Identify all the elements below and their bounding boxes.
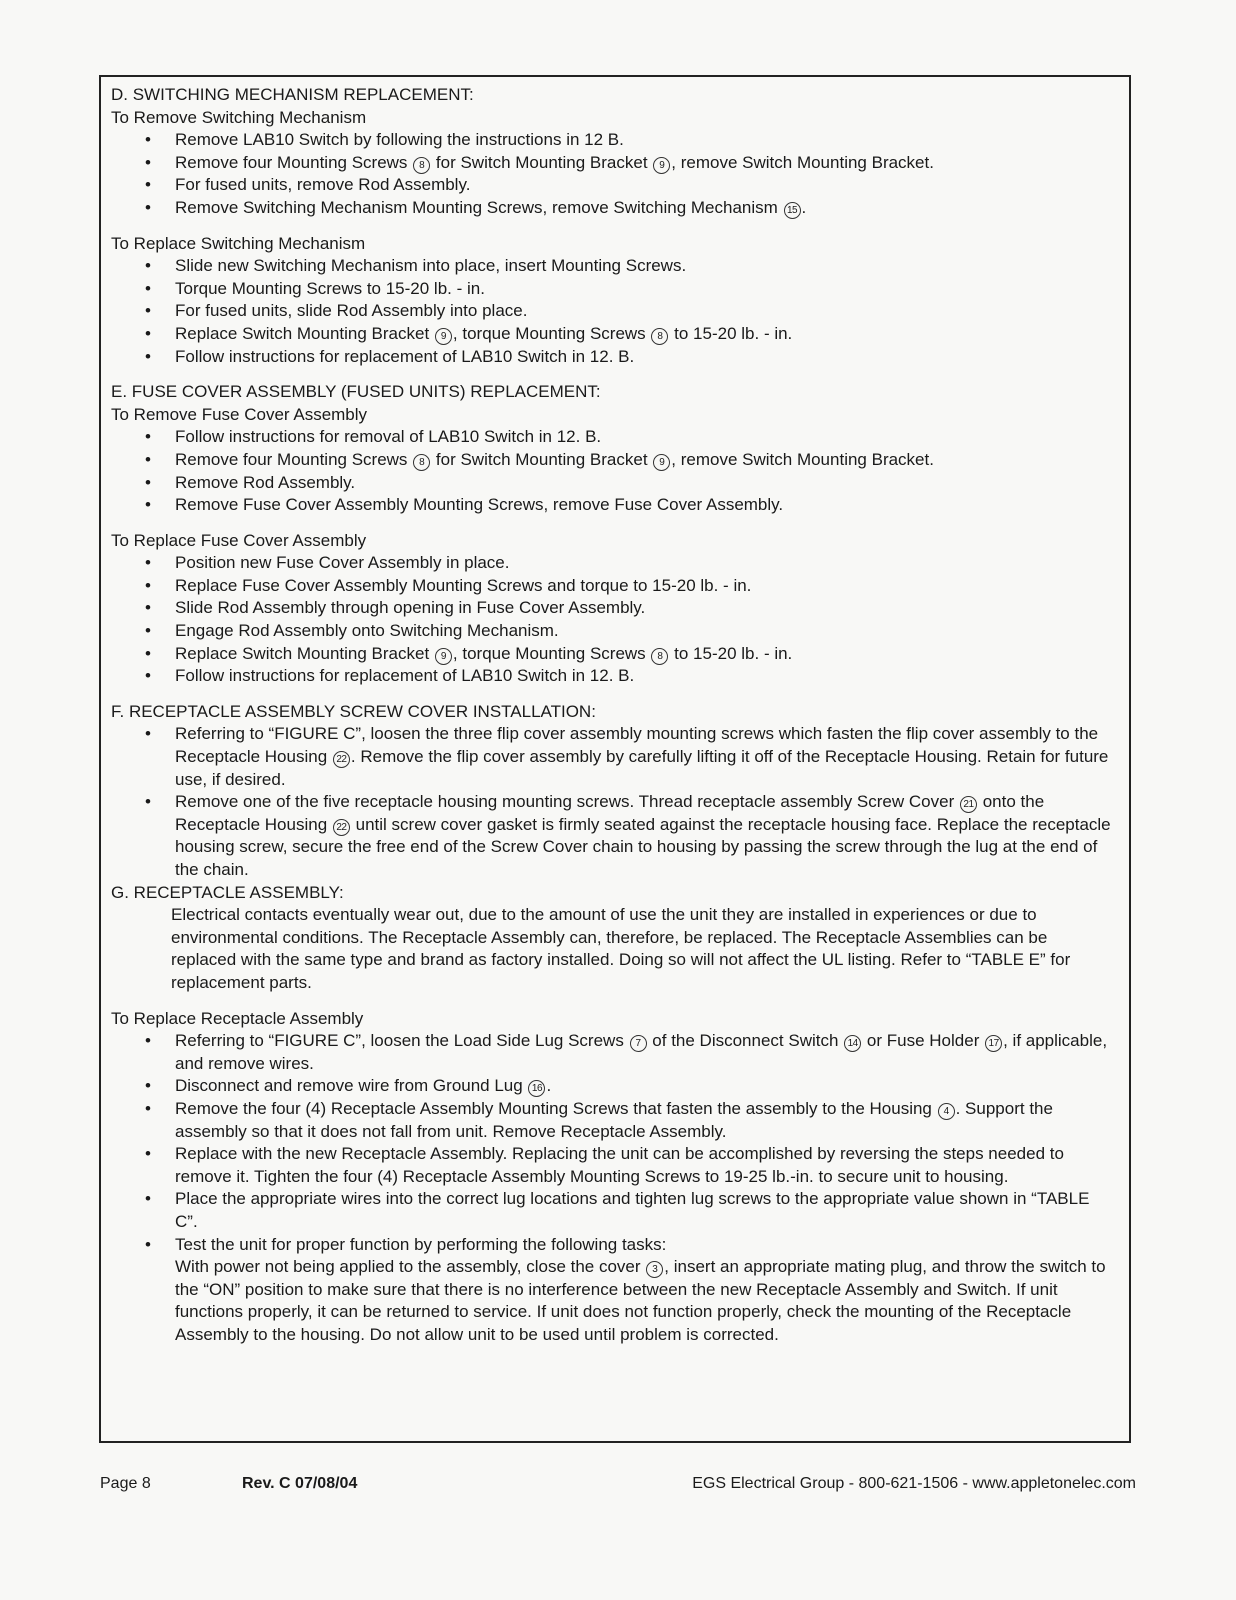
- section-e-remove-title: To Remove Fuse Cover Assembly: [111, 404, 368, 424]
- list-item: • Remove one of the five receptacle housing mounting screws. Thread receptacle assembly Screw Cover 21 onto the Receptacle Housing 22 until screw cover gasket is firmly seated against the receptacle housing face. Replace the receptacle housing screw, secure the free end of the Screw Cover chain to housing by passing the screw through the lug at the end of the chain.: [175, 791, 1115, 881]
- section-e-replace-title: To Replace Fuse Cover Assembly: [111, 530, 367, 550]
- callout-number: 4: [938, 1103, 955, 1120]
- callout-number: 21: [960, 796, 977, 813]
- callout-number: 17: [985, 1035, 1002, 1052]
- list-item: • Remove Switching Mechanism Mounting Screws, remove Switching Mechanism 15 .: [175, 197, 1115, 220]
- section-f-heading: F. RECEPTACLE ASSEMBLY SCREW COVER INSTALLATION:: [111, 701, 596, 721]
- callout-number: 9: [653, 157, 670, 174]
- callout-number: 3: [646, 1261, 663, 1278]
- list-item: • Remove the four (4) Receptacle Assembly Mounting Screws that fasten the assembly to the Housing 4 . Support the assembly so that it does not fall from unit. Remove Receptacle Assembly.: [175, 1098, 1115, 1143]
- list-item: • Replace Fuse Cover Assembly Mounting Screws and torque to 15-20 lb. - in.: [175, 575, 1115, 598]
- section-g-paragraph: Electrical contacts eventually wear out, due to the amount of use the unit they are installed in experiences or due to environmental conditions. The Receptacle Assembly can, therefore, be replaced. The Receptacle Assemblies can be replaced with the same type and brand as factory installed. Doing so will not affect the UL listing. Refer to “TABLE E” for replacement parts.: [171, 905, 1071, 992]
- list-item: • Follow instructions for replacement of LAB10 Switch in 12. B.: [175, 665, 1115, 688]
- list-item: • Slide Rod Assembly through opening in Fuse Cover Assembly.: [175, 597, 1115, 620]
- callout-number: 7: [630, 1035, 647, 1052]
- list-item: • Follow instructions for removal of LAB10 Switch in 12. B.: [175, 426, 1115, 449]
- section-e-remove-list: [111, 426, 1115, 516]
- callout-number: 8: [413, 157, 430, 174]
- list-item: • Torque Mounting Screws to 15-20 lb. - in.: [175, 278, 1115, 301]
- list-item: • Replace Switch Mounting Bracket 9 , torque Mounting Screws 8 to 15-20 lb. - in.: [175, 643, 1115, 666]
- list-item: • Position new Fuse Cover Assembly in place.: [175, 552, 1115, 575]
- section-g-replace-title: To Replace Receptacle Assembly: [111, 1008, 364, 1028]
- list-item: • For fused units, slide Rod Assembly into place.: [175, 300, 1115, 323]
- company-contact: EGS Electrical Group - 800-621-1506 - www.appletonelec.com: [692, 1475, 1136, 1492]
- callout-number: 15: [784, 202, 801, 219]
- list-item: • Referring to “FIGURE C”, loosen the three flip cover assembly mounting screws which fasten the flip cover assembly to the Receptacle Housing 22 . Remove the flip cover assembly by carefully lifting it off of the Receptacle Housing. Retain for future use, if desired.: [175, 723, 1115, 791]
- list-item: • For fused units, remove Rod Assembly.: [175, 174, 1115, 197]
- section-f-list: [111, 723, 1115, 881]
- section-g-list: [111, 1030, 1115, 1346]
- callout-number: 22: [333, 819, 350, 836]
- list-item: • Remove Rod Assembly.: [175, 472, 1115, 495]
- callout-number: 9: [435, 648, 452, 665]
- page-number: Page 8: [100, 1475, 151, 1492]
- callout-number: 9: [653, 454, 670, 471]
- section-d-remove-list: [111, 129, 1115, 219]
- content-frame: [99, 75, 1131, 1443]
- list-item: • Replace with the new Receptacle Assembly. Replacing the unit can be accomplished by reversing the steps needed to remove it. Tighten the four (4) Receptacle Assembly Mounting Screws to 19-25 lb.-in. to secure unit to housing.: [175, 1143, 1115, 1188]
- list-item: • Test the unit for proper function by performing the following tasks: With power not being applied to the assembly, close the cover 3 , insert an appropriate mating plug, and throw the switch to the “ON” position to make sure that there is no interference between the new Receptacle Assembly and Switch. If unit functions properly, it can be returned to service. If unit does not function properly, check the mounting of the Receptacle Assembly to the housing. Do not allow unit to be used until problem is corrected.: [175, 1234, 1115, 1347]
- list-item: • Engage Rod Assembly onto Switching Mechanism.: [175, 620, 1115, 643]
- list-item: • Remove Fuse Cover Assembly Mounting Screws, remove Fuse Cover Assembly.: [175, 494, 1115, 517]
- list-item: • Referring to “FIGURE C”, loosen the Load Side Lug Screws 7 of the Disconnect Switch 14 or Fuse Holder 17 , if applicable, and remove wires.: [175, 1030, 1115, 1075]
- section-e-replace-list: [111, 552, 1115, 688]
- list-item: • Remove four Mounting Screws 8 for Switch Mounting Bracket 9 , remove Switch Mounting Bracket.: [175, 152, 1115, 175]
- callout-number: 14: [844, 1035, 861, 1052]
- section-d-heading: D. SWITCHING MECHANISM REPLACEMENT:: [111, 85, 474, 104]
- list-item: • Disconnect and remove wire from Ground Lug 16 .: [175, 1075, 1115, 1098]
- list-item: • Follow instructions for replacement of LAB10 Switch in 12. B.: [175, 346, 1115, 369]
- callout-number: 8: [651, 648, 668, 665]
- callout-number: 8: [651, 328, 668, 345]
- section-d-replace-list: [111, 255, 1115, 368]
- callout-number: 9: [435, 328, 452, 345]
- revision-date: Rev. C 07/08/04: [242, 1475, 358, 1492]
- section-d-replace-title: To Replace Switching Mechanism: [111, 233, 366, 253]
- list-item: • Slide new Switching Mechanism into place, insert Mounting Screws.: [175, 255, 1115, 278]
- list-item: • Remove LAB10 Switch by following the instructions in 12 B.: [175, 129, 1115, 152]
- section-e-heading: E. FUSE COVER ASSEMBLY (FUSED UNITS) REPLACEMENT:: [111, 382, 601, 402]
- callout-number: 22: [333, 751, 350, 768]
- section-g-heading: G. RECEPTACLE ASSEMBLY:: [111, 882, 344, 902]
- page-footer: [100, 1473, 1136, 1495]
- list-item: • Replace Switch Mounting Bracket 9 , torque Mounting Screws 8 to 15-20 lb. - in.: [175, 323, 1115, 346]
- section-d-remove-title: To Remove Switching Mechanism: [111, 107, 367, 127]
- list-item: • Remove four Mounting Screws 8 for Switch Mounting Bracket 9 , remove Switch Mounting Bracket.: [175, 449, 1115, 472]
- callout-number: 8: [413, 454, 430, 471]
- callout-number: 16: [528, 1080, 545, 1097]
- list-item: • Place the appropriate wires into the correct lug locations and tighten lug screws to the appropriate value shown in “TABLE C”.: [175, 1188, 1115, 1233]
